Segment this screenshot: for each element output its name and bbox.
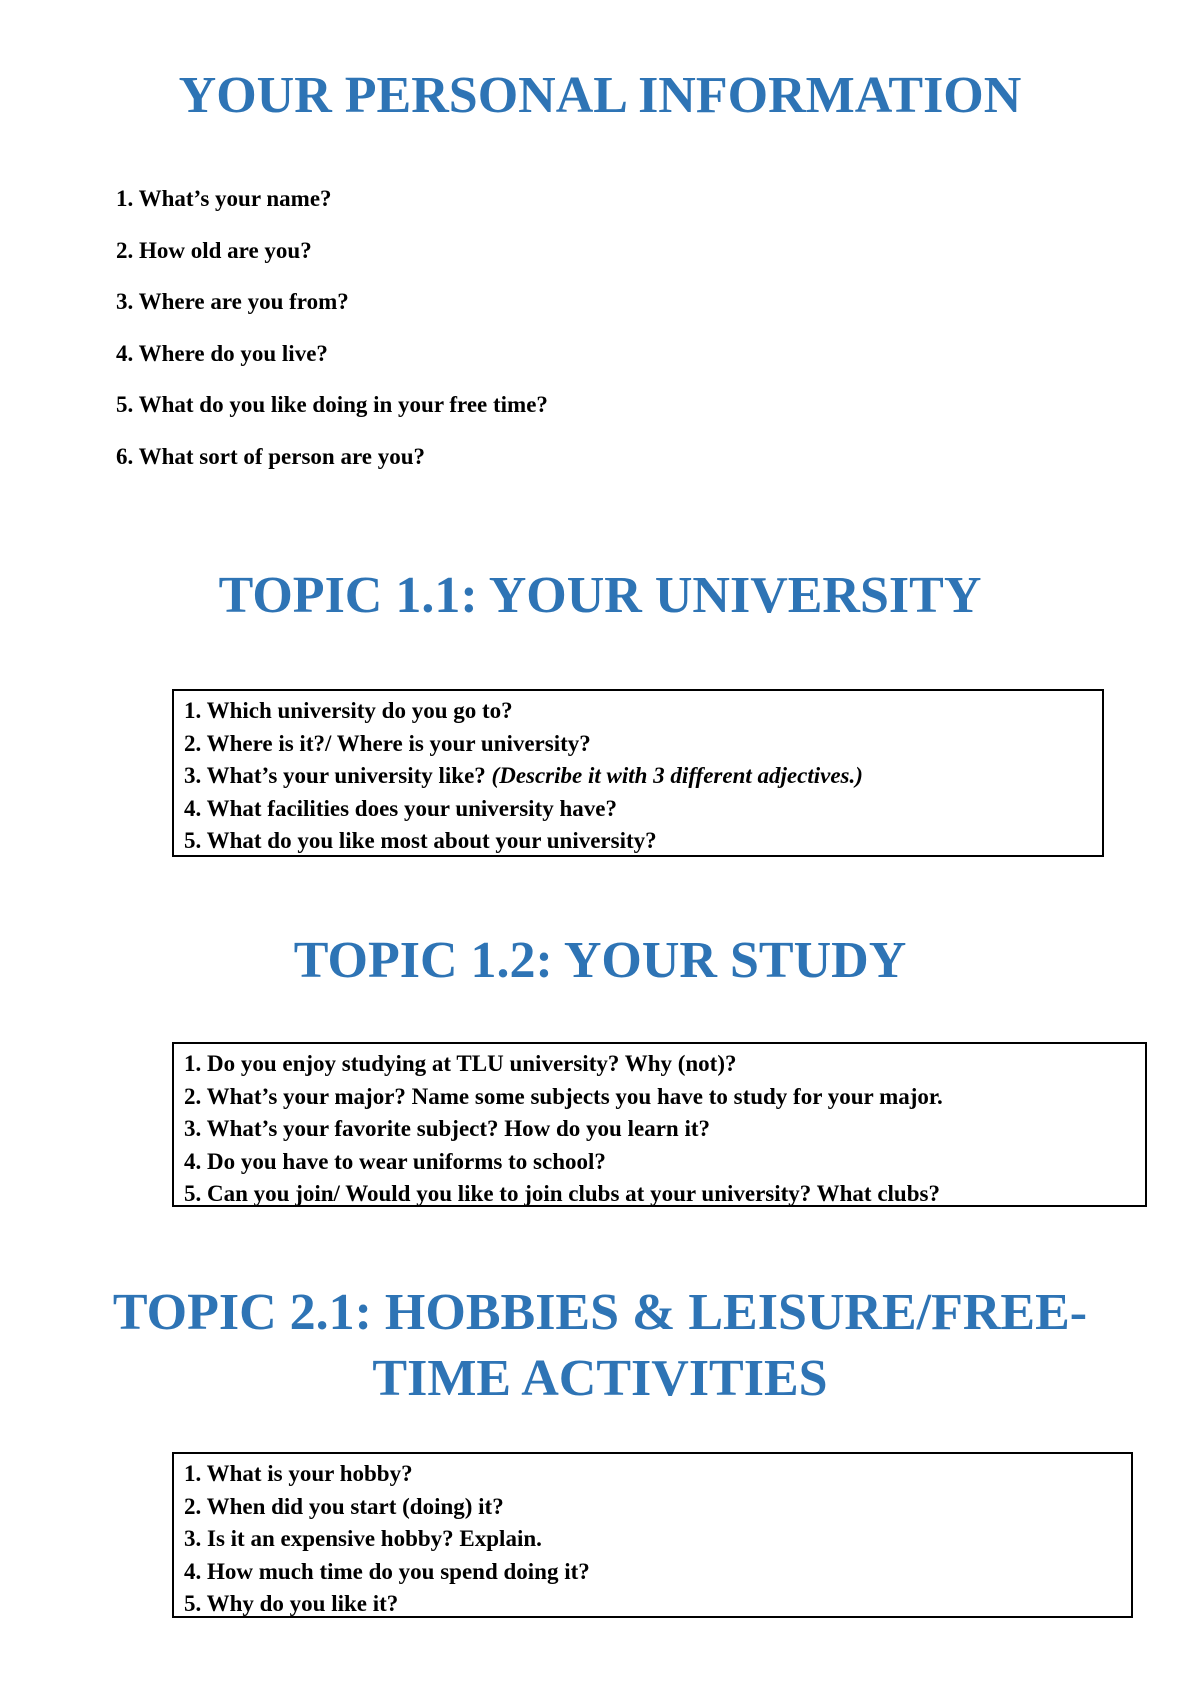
list-item: 6. What sort of person are you? [116,443,426,469]
list-item: 2. When did you start (doing) it? [184,1493,504,1519]
list-item: 1. What’s your name? [116,186,332,211]
topic-1-2-question-box [172,1042,1147,1207]
question-note: (Describe it with 3 different adjectives.) [491,763,863,788]
topic-1-2-title: TOPIC 1.2: YOUR STUDY [293,932,907,989]
question-text: 3. What’s your university like? [184,763,486,788]
topic-1-1-question-box [172,689,1104,857]
list-item: 5. Why do you like it? [184,1591,399,1616]
list-item: 4. Do you have to wear uniforms to school? [184,1148,606,1174]
list-item: 3. Where are you from? [116,289,349,314]
list-item: 2. Where is it?/ Where is your university? [184,730,591,756]
topic-2-1-question-box [172,1452,1133,1618]
topic-2-1-title-line-2: TIME ACTIVITIES [372,1350,828,1407]
list-item: 3. What’s your favorite subject? How do you learn it? [184,1116,711,1141]
list-item: 2. How old are you? [116,237,312,263]
personal-questions-list [116,180,548,489]
list-item: 3. Is it an expensive hobby? Explain. [184,1526,542,1551]
topic-2-1-title-line-1: TOPIC 2.1: HOBBIES & LEISURE/FREE- [112,1284,1088,1341]
list-item: 1. What is your hobby? [184,1461,413,1486]
list-item: 1. Which university do you go to? [184,698,513,723]
list-item: 4. Where do you live? [116,340,328,366]
list-item: 5. Can you join/ Would you like to join clubs at your university? What clubs? [184,1181,940,1206]
topic-1-1-title: TOPIC 1.1: YOUR UNIVERSITY [218,567,982,624]
list-item: 4. How much time do you spend doing it? [184,1558,590,1584]
list-item: 4. What facilities does your university have? [184,795,617,821]
personal-info-title: YOUR PERSONAL INFORMATION [178,67,1022,124]
list-item: 5. What do you like doing in your free time? [116,392,548,417]
list-item: 5. What do you like most about your university? [184,828,657,853]
list-item: 1. Do you enjoy studying at TLU university? Why (not)? [184,1051,737,1076]
list-item: 2. What’s your major? Name some subjects you have to study for your major. [184,1083,943,1109]
list-item [184,760,1102,793]
topic-2-1-title [0,1280,1200,1412]
